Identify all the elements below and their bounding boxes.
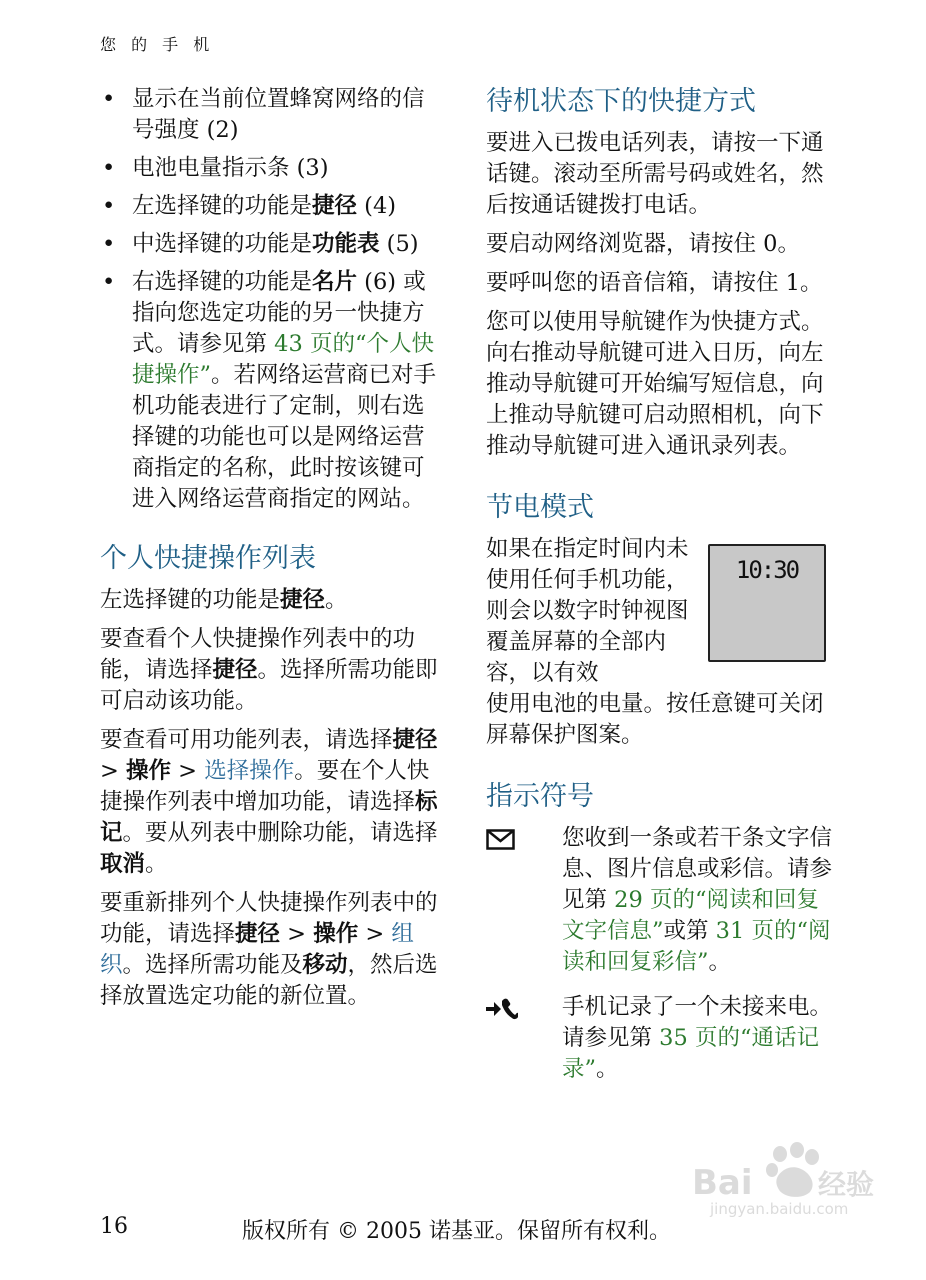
list-item-text: 左选择键的功能是: [132, 193, 313, 219]
cross-reference-link[interactable]: 31 页的“阅读和回复彩信”: [562, 918, 831, 975]
page-number: 16: [100, 1214, 128, 1239]
left-column: [100, 84, 445, 1020]
paragraph: 要启动网络浏览器，请按住 0。: [486, 231, 800, 257]
bullet-symbol: •: [102, 269, 116, 295]
section-heading-indicators: 指示符号: [486, 781, 594, 812]
list-item-text: 显示在当前位置蜂窝网络的信号强度 (2): [132, 86, 425, 143]
paragraph: 要查看个人快捷操作列表中的功能，请选择捷径。选择所需功能即可启动该功能。: [100, 626, 438, 714]
section-heading-standby-shortcuts: 待机状态下的快捷方式: [486, 86, 756, 117]
list-item-text: (5): [379, 231, 419, 257]
list-item-text: 。若网络运营商已对手机功能表进行了定制，则右选择键的功能也可以是网络运营商指定的名称，此时按该键可进入网络运营商指定的网站。: [132, 362, 437, 512]
baidu-jingyan-watermark: [652, 1140, 882, 1220]
cross-reference-link[interactable]: 43 页的“个人快捷操作”: [132, 331, 434, 388]
missed-call-icon: [486, 996, 518, 1022]
status-bullet-list: [100, 84, 445, 515]
list-item-text: (4): [357, 193, 397, 219]
svg-text:jingyan.baidu.com: jingyan.baidu.com: [710, 1200, 849, 1218]
section-heading-personal-shortcuts: 个人快捷操作列表: [100, 543, 316, 574]
indicator-item: [486, 992, 836, 1085]
copyright-footer: 版权所有 © 2005 诺基亚。保留所有权利。: [242, 1219, 671, 1244]
list-item-text: 电池电量指示条 (3): [132, 155, 329, 181]
menu-option-select: 选择操作: [204, 758, 295, 784]
cross-reference-link[interactable]: 35 页的“通话记录”: [562, 1025, 819, 1082]
bullet-symbol: •: [102, 231, 116, 257]
paragraph: 左选择键的功能是捷径。: [100, 587, 348, 613]
list-item-text: (6) 或指向您选定功能的另一快捷方式。请参见第: [132, 269, 426, 357]
paragraph: 要重新排列个人快捷操作列表中的功能，请选择捷径 > 操作 > 组织。选择所需功能及移动，然后选择放置选定功能的新位置。: [100, 890, 438, 1009]
svg-text:Bai: Bai: [692, 1163, 753, 1203]
list-item-text: 右选择键的功能是: [132, 269, 313, 295]
list-item-text: 中选择键的功能是: [132, 231, 313, 257]
section-heading-power-save: 节电模式: [486, 492, 594, 523]
bullet-symbol: •: [102, 193, 116, 219]
cross-reference-link[interactable]: 29 页的“阅读和回复文字信息”: [562, 887, 819, 944]
paragraph: 您可以使用导航键作为快捷方式。向右推动导航键可进入日历，向左推动导航键可开始编写短信息，向上推动导航键可启动照相机，向下推动导航键可进入通讯录列表。: [486, 309, 824, 459]
softkey-name: 捷径: [312, 193, 358, 219]
indicator-item: [486, 823, 836, 978]
paragraph: 要进入已拨电话列表，请按一下通话键。滚动至所需号码或姓名，然后按通话键拨打电话。: [486, 130, 824, 218]
clock-time: 10:30: [735, 556, 799, 584]
indicator-description: 手机记录了一个未接来电。请参见第 35 页的“通话记录”。: [562, 994, 833, 1082]
envelope-icon: [486, 827, 518, 853]
list-item: [100, 229, 445, 260]
list-item: [100, 191, 445, 222]
svg-text:经验: 经验: [818, 1168, 875, 1201]
paragraph: 要呼叫您的语音信箱，请按住 1。: [486, 270, 823, 296]
paragraph: 要查看可用功能列表，请选择捷径 > 操作 > 选择操作。要在个人快捷操作列表中增加功能，请选择标记。要从列表中删除功能，请选择取消。: [100, 727, 438, 877]
menu-option-organize: 组织: [100, 921, 414, 978]
paragraph: 如果在指定时间内未使用任何手机功能，则会以数字时钟视图覆盖屏幕的全部内容，以有效: [486, 536, 689, 686]
indicator-description: 您收到一条或若干条文字信息、图片信息或彩信。请参见第 29 页的“阅读和回复文字信息”或第 31 页的“阅读和回复彩信”。: [562, 825, 833, 975]
list-item: [100, 84, 445, 146]
softkey-name: 功能表: [312, 231, 380, 257]
softkey-name: 名片: [312, 269, 358, 295]
list-item: [100, 153, 445, 184]
paragraph: 使用电池的电量。按任意键可关闭屏幕保护图案。: [486, 691, 824, 748]
running-head: 您 的 手 机: [100, 35, 215, 54]
right-column: [486, 84, 836, 1099]
power-save-block: [486, 534, 836, 751]
bullet-symbol: •: [102, 155, 116, 181]
list-item: [100, 267, 445, 515]
clock-screensaver-image: [708, 544, 826, 662]
bullet-symbol: •: [102, 86, 116, 112]
